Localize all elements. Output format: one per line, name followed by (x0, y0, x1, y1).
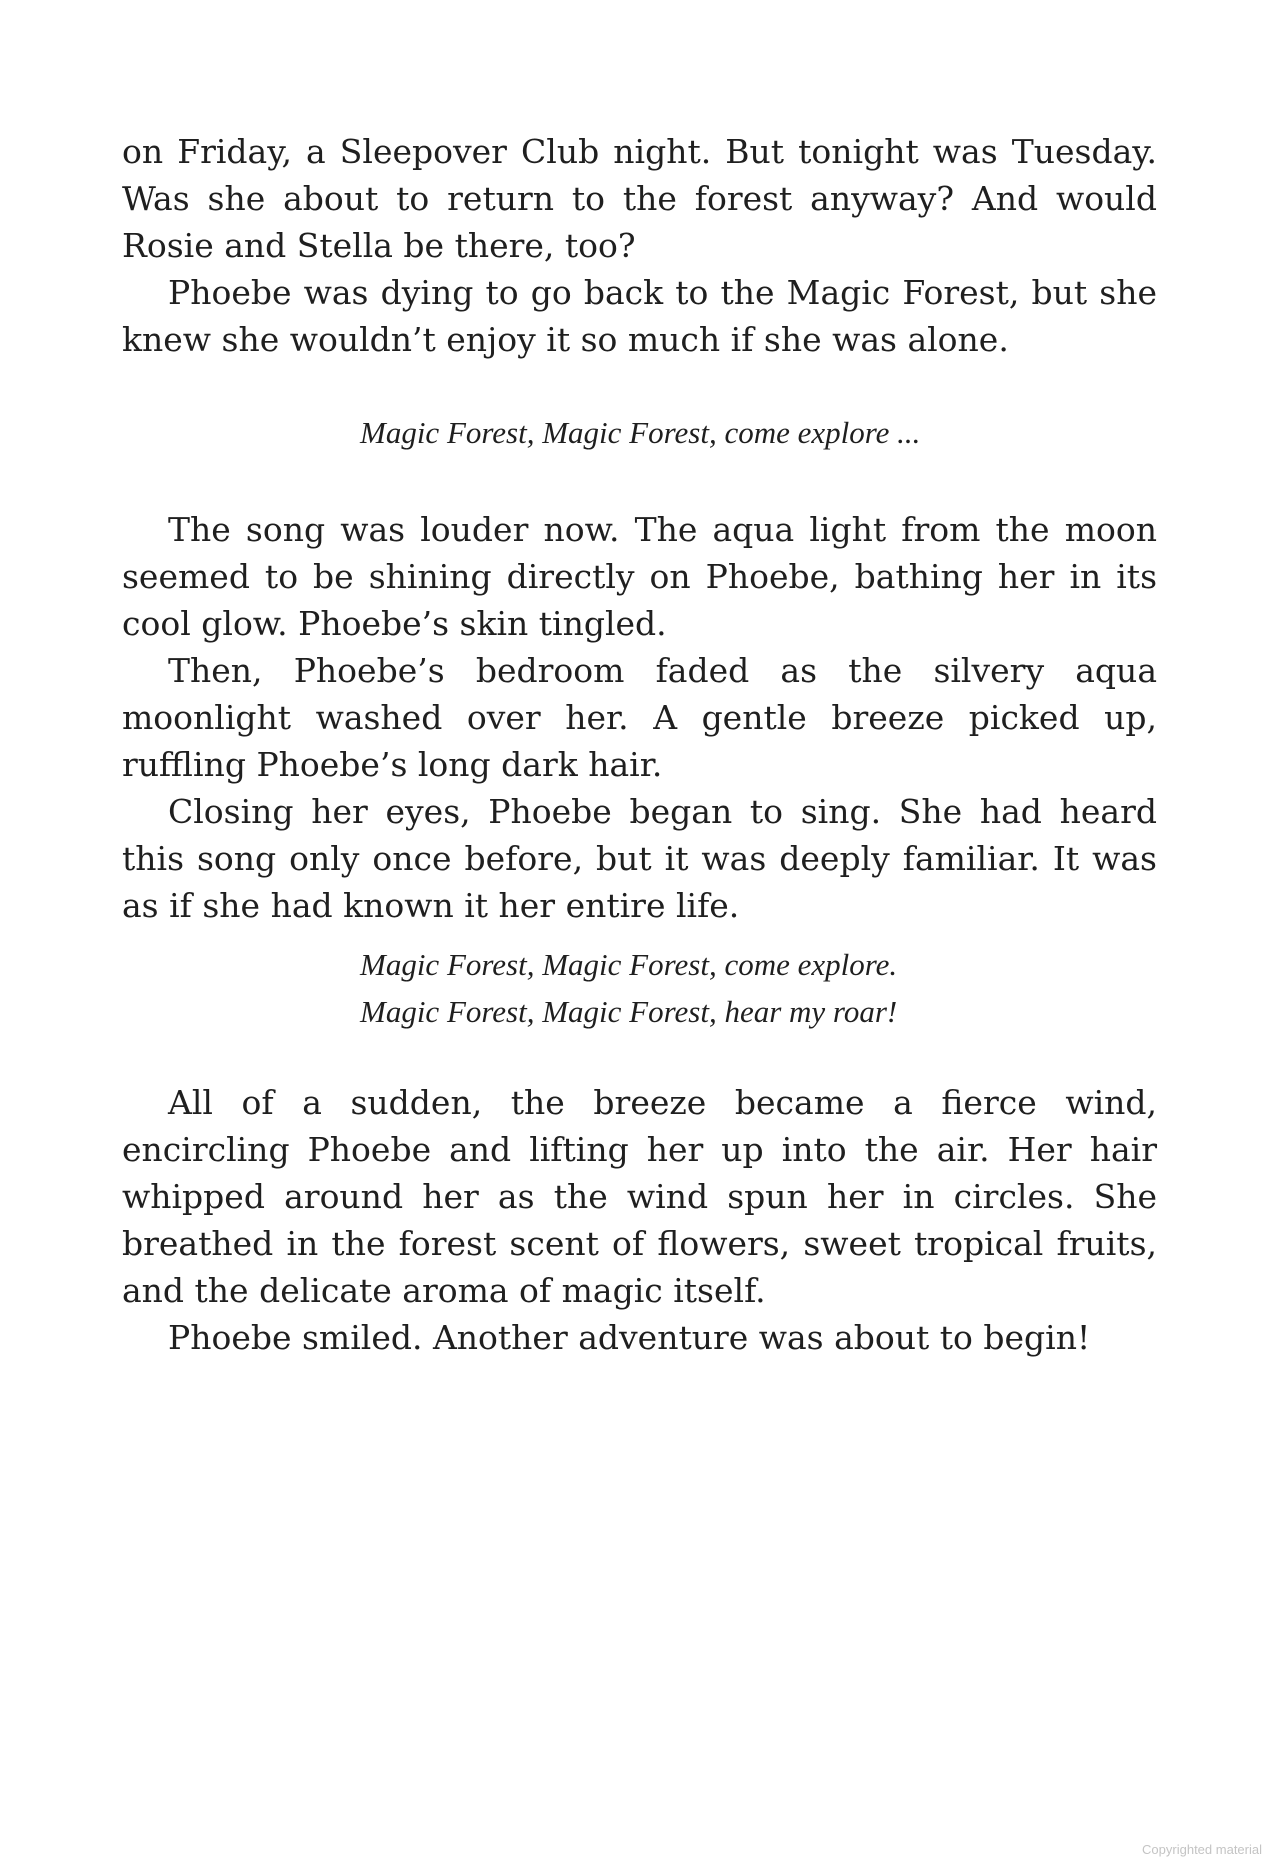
paragraph: Phoebe smiled. Another adventure was about to begin! (168, 1318, 1091, 1357)
book-page (122, 128, 1157, 1361)
song-verse (122, 409, 1157, 456)
paragraph: Phoebe was dying to go back to the Magic Forest, but she knew she wouldn’t enjoy it so much if she was alone. (122, 273, 1157, 359)
paragraph: Then, Phoebe’s bedroom faded as the silvery aqua moonlight washed over her. A gentle breeze picked up, ruffling Phoebe’s long dark hair. (122, 651, 1157, 784)
verse-line: Magic Forest, Magic Forest, hear my roar! (360, 994, 898, 1029)
paragraph: The song was louder now. The aqua light from the moon seemed to be shining directly on Phoebe, bathing her in its cool glow. Phoebe’s skin tingled. (122, 510, 1157, 643)
paragraph: All of a sudden, the breeze became a fierce wind, encircling Phoebe and lifting her up into the air. Her hair whipped around her as the wind spun her in circles. She breathed in the forest scent of flowers, sweet tropical fruits, and the delicate aroma of magic itself. (122, 1083, 1157, 1310)
song-verse (122, 941, 1157, 1035)
paragraph-continued: on Friday, a Sleepover Club night. But tonight was Tuesday. Was she about to return to the forest anyway? And would Rosie and Stella be there, too? (122, 132, 1157, 265)
verse-line: Magic Forest, Magic Forest, come explore ... (360, 415, 921, 450)
verse-line: Magic Forest, Magic Forest, come explore. (360, 947, 898, 982)
paragraph: Closing her eyes, Phoebe began to sing. She had heard this song only once before, but it was deeply familiar. It was as if she had known it her entire life. (122, 792, 1157, 925)
copyright-watermark: Copyrighted material (1142, 1842, 1262, 1857)
